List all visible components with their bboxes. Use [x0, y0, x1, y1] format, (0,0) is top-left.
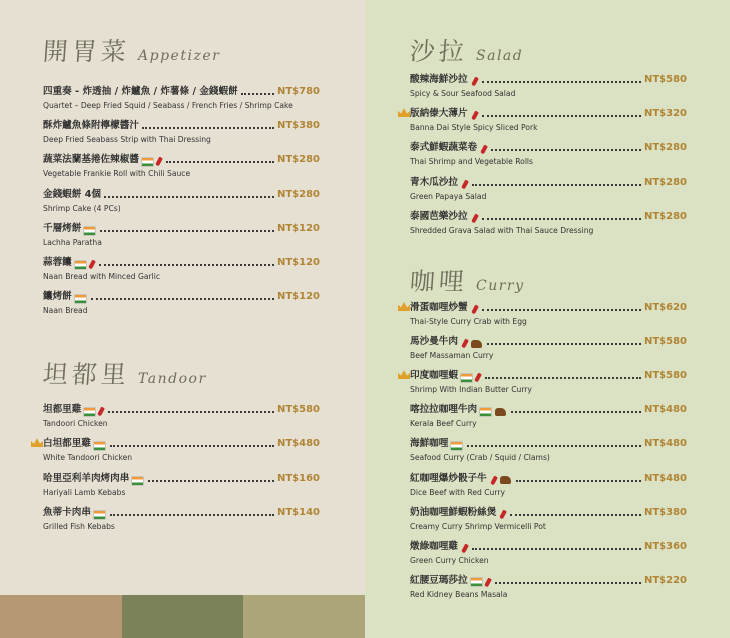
indian-flag-icon [75, 295, 86, 303]
tandoor-title-zh: 坦都里 [41, 360, 131, 389]
menu-item-price: NT$780 [276, 86, 320, 97]
menu-item[interactable] [410, 573, 687, 599]
chili-icon [471, 213, 479, 223]
menu-item-price: NT$160 [276, 472, 320, 484]
menu-item[interactable] [410, 300, 687, 326]
menu-item-line [43, 221, 320, 235]
chili-icon [461, 179, 469, 189]
menu-item-line [43, 84, 320, 98]
menu-item-line [410, 209, 687, 223]
menu-item-name: 泰式鮮蝦蔬菜卷 [410, 142, 478, 154]
appetizer-title-en: Appetizer [138, 48, 221, 64]
chili-icon [471, 111, 479, 121]
menu-item-english: Deep Fried Seabass Strip with Thai Dressing [43, 135, 211, 145]
menu-item-line [410, 175, 687, 189]
dot-leader [142, 127, 274, 129]
menu-item-name: 青木瓜沙拉 [410, 176, 458, 188]
dot-leader [166, 161, 274, 163]
menu-item[interactable] [410, 539, 687, 565]
menu-item[interactable] [43, 471, 320, 497]
menu-item-name: 金錢蝦餅 4個 [43, 188, 101, 200]
menu-item-line [410, 368, 687, 382]
menu-item-name: 哈里亞利羊肉烤肉串 [43, 472, 130, 484]
menu-item-price: NT$280 [643, 176, 687, 188]
menu-item-price: NT$140 [276, 506, 320, 518]
menu-item-name: 酸辣海鮮沙拉 [410, 74, 468, 85]
dot-leader [241, 93, 274, 95]
menu-item-tags [490, 476, 513, 485]
swatch-olive [122, 595, 244, 638]
crown-icon [31, 438, 43, 447]
indian-flag-icon [480, 408, 491, 416]
chili-icon [97, 407, 105, 417]
menu-item[interactable] [43, 402, 320, 428]
dot-leader [110, 514, 274, 516]
menu-item-price: NT$480 [276, 438, 320, 450]
menu-item-tags [461, 180, 469, 189]
indian-flag-icon [84, 227, 95, 235]
dot-leader [482, 218, 641, 220]
dot-leader [104, 196, 274, 198]
menu-item-line [43, 255, 320, 269]
curry-title [410, 262, 525, 298]
beef-icon [495, 408, 506, 416]
menu-item-price: NT$620 [643, 302, 687, 313]
menu-item[interactable] [410, 402, 687, 428]
menu-item-tags [471, 77, 479, 86]
indian-flag-icon [94, 442, 105, 450]
menu-item-price: NT$120 [276, 291, 320, 303]
menu-item-price: NT$360 [643, 540, 687, 552]
menu-item-tags [132, 477, 145, 485]
right-page [365, 0, 730, 638]
menu-item[interactable] [410, 368, 687, 394]
menu-item[interactable] [43, 152, 320, 178]
menu-item-price: NT$580 [643, 336, 687, 348]
dot-leader [148, 480, 274, 482]
dot-leader [100, 230, 274, 232]
menu-item-english: Red Kidney Beans Masala [410, 589, 508, 599]
chili-icon [484, 577, 492, 587]
menu-item-name: 坦都里雞 [43, 404, 82, 415]
menu-item-line [43, 289, 320, 303]
menu-item-line [410, 436, 687, 450]
indian-flag-icon [451, 442, 462, 450]
menu-item-tags [471, 305, 479, 314]
menu-item-tags [480, 145, 488, 154]
menu-item-english: Seafood Curry (Crab / Squid / Clams) [410, 453, 550, 463]
indian-flag-icon [84, 408, 95, 416]
curry-title-en: Curry [476, 278, 525, 294]
color-swatch-bar [0, 595, 365, 638]
dot-leader [495, 582, 641, 584]
menu-item-name: 奶油咖哩鮮蝦粉絲煲 [410, 506, 497, 518]
chili-icon [490, 475, 498, 485]
menu-item-line [43, 187, 320, 201]
menu-item-name: 海鮮咖哩 [410, 438, 449, 450]
menu-item-tags [471, 111, 479, 120]
beef-icon [471, 340, 482, 348]
menu-item-name: 千層烤餅 [43, 222, 82, 234]
menu-item-english: Green Curry Chicken [410, 555, 489, 565]
menu-item-tags [142, 157, 163, 166]
crown-icon [398, 370, 410, 379]
menu-item-price: NT$480 [643, 438, 687, 450]
menu-item[interactable] [410, 72, 687, 98]
menu-item-price: NT$380 [643, 506, 687, 518]
menu-item-name: 版納傣大薄片 [410, 108, 468, 120]
swatch-khaki [243, 595, 365, 638]
menu-item-line [410, 140, 687, 154]
chili-icon [474, 373, 482, 383]
swatch-brown [0, 595, 122, 638]
menu-item-line [410, 72, 687, 86]
menu-item-line [43, 471, 320, 485]
menu-item-name: 蔬菜法蘭基捲佐辣椒醬 [43, 154, 139, 166]
dot-leader [485, 377, 641, 379]
menu-item-line [410, 471, 687, 485]
menu-item-english: Grilled Fish Kebabs [43, 521, 115, 531]
menu-item-price: NT$280 [276, 188, 320, 200]
menu-item[interactable] [43, 289, 320, 315]
tandoor-title-en: Tandoor [138, 371, 207, 387]
menu-item[interactable] [410, 334, 687, 360]
dot-leader [91, 298, 274, 300]
menu-item-tags [499, 510, 507, 519]
menu-item-english: Creamy Curry Shrimp Vermicelli Pot [410, 521, 546, 531]
chili-icon [155, 157, 163, 167]
menu-item[interactable] [43, 84, 320, 110]
menu-item-tags [75, 260, 96, 269]
dot-leader [511, 411, 641, 413]
menu-item-price: NT$120 [276, 222, 320, 234]
menu-item-line [410, 106, 687, 120]
menu-item-name: 四重奏 - 炸透抽 / 炸鱸魚 / 炸薯條 / 金錢蝦餅 [43, 86, 238, 97]
menu-item[interactable] [410, 106, 687, 132]
menu-item-price: NT$280 [643, 142, 687, 154]
menu-item[interactable] [43, 436, 320, 462]
menu-item-line [43, 402, 320, 416]
menu-item-name: 酥炸鱸魚條附檸檬醬汁 [43, 120, 139, 132]
menu-item-tags [84, 227, 97, 235]
menu-item-name: 泰國芭樂沙拉 [410, 210, 468, 222]
menu-item-price: NT$220 [643, 574, 687, 586]
dot-leader [110, 445, 274, 447]
menu-item-name: 滑蛋咖哩炒蟹 [410, 302, 468, 313]
menu-item-line [410, 505, 687, 519]
menu-item-tags [94, 442, 107, 450]
menu-item-line [410, 539, 687, 553]
chili-icon [461, 339, 469, 349]
menu-item-tags [451, 442, 464, 450]
menu-item-name: 饢烤餅 [43, 291, 72, 303]
appetizer-title-zh: 開胃菜 [41, 37, 131, 66]
dot-leader [491, 149, 641, 151]
menu-item-price: NT$280 [643, 210, 687, 222]
menu-item-line [410, 402, 687, 416]
menu-item-tags [461, 339, 484, 348]
menu-item-tags [461, 373, 482, 382]
menu-item[interactable] [43, 255, 320, 281]
indian-flag-icon [94, 511, 105, 519]
menu-item-english: Lachha Paratha [43, 237, 102, 247]
menu-item[interactable] [410, 209, 687, 235]
dot-leader [482, 115, 641, 117]
menu-item-name: 紅腰豆瑪莎拉 [410, 574, 468, 586]
dot-leader [472, 548, 641, 550]
menu-item-line [410, 334, 687, 348]
menu-item-name: 白坦都里雞 [43, 438, 91, 450]
chili-icon [499, 509, 507, 519]
crown-icon [398, 108, 410, 117]
menu-item-name: 紅咖哩爆炒骰子牛 [410, 472, 487, 484]
menu-item-line [410, 300, 687, 314]
menu-item-english: Kerala Beef Curry [410, 419, 477, 429]
menu-item-english: White Tandoori Chicken [43, 453, 133, 463]
dot-leader [482, 81, 641, 83]
indian-flag-icon [142, 158, 153, 166]
indian-flag-icon [471, 578, 482, 586]
menu-item-english: Naan Bread [43, 306, 88, 316]
menu-item[interactable] [410, 505, 687, 531]
indian-flag-icon [75, 261, 86, 269]
menu-item-line [43, 118, 320, 132]
menu-item-price: NT$320 [643, 108, 687, 120]
menu-item-name: 魚蒂卡肉串 [43, 506, 91, 518]
salad-title-en: Salad [476, 48, 524, 64]
menu-item-name: 印度咖哩蝦 [410, 370, 458, 382]
menu-item-tags [84, 407, 105, 416]
menu-item-english: Banna Dai Style Spicy Sliced Pork [410, 123, 538, 133]
indian-flag-icon [132, 477, 143, 485]
menu-item-tags [471, 578, 492, 587]
menu-item-price: NT$280 [276, 154, 320, 166]
menu-item-price: NT$480 [643, 472, 687, 484]
menu-item-tags [461, 544, 469, 553]
menu-item-english: Shrimp With Indian Butter Curry [410, 385, 532, 395]
menu-item-tags [94, 511, 107, 519]
chili-icon [88, 260, 96, 270]
menu-item-english: Quartet – Deep Fried Squid / Seabass / French Fries / Shrimp Cake [43, 101, 293, 110]
menu-item-english: Vegetable Frankie Roll with Chili Sauce [43, 169, 191, 179]
salad-title [410, 32, 523, 68]
dot-leader [99, 264, 274, 266]
menu-item-english: Thai-Style Curry Crab with Egg [410, 317, 527, 326]
menu-item[interactable] [43, 505, 320, 531]
menu-item-tags [480, 408, 508, 416]
dot-leader [510, 514, 641, 516]
dot-leader [487, 343, 641, 345]
dot-leader [108, 411, 274, 413]
menu-item-price: NT$120 [276, 257, 320, 268]
menu-item-english: Shredded Grava Salad with Thai Sauce Dressing [410, 225, 594, 235]
chili-icon [480, 145, 488, 155]
menu-item-english: Shrimp Cake (4 PCs) [43, 203, 121, 213]
menu-item-price: NT$380 [276, 120, 320, 132]
menu-item-price: NT$580 [643, 370, 687, 382]
menu-item-english: Thai Shrimp and Vegetable Rolls [410, 157, 533, 167]
menu-item-name: 喀拉拉咖哩牛肉 [410, 404, 478, 416]
menu-item-tags [471, 214, 479, 223]
menu-item-english: Naan Bread with Minced Garlic [43, 272, 161, 281]
menu-item[interactable] [43, 221, 320, 247]
menu-item[interactable] [410, 175, 687, 201]
dot-leader [467, 445, 641, 447]
crown-icon [398, 302, 410, 311]
beef-icon [500, 476, 511, 484]
tandoor-title [43, 355, 207, 391]
dot-leader [472, 184, 641, 186]
appetizer-title [43, 32, 220, 68]
chili-icon [461, 543, 469, 553]
indian-flag-icon [461, 374, 472, 382]
menu-item-price: NT$580 [643, 74, 687, 85]
menu-item-line [43, 152, 320, 166]
menu-item-english: Hariyali Lamb Kebabs [43, 487, 126, 497]
menu-item[interactable] [43, 187, 320, 213]
menu-item-english: Dice Beef with Red Curry [410, 487, 505, 497]
menu-item-line [43, 436, 320, 450]
menu-item[interactable] [43, 118, 320, 144]
menu-item-price: NT$480 [643, 404, 687, 416]
menu-item-english: Tandoori Chicken [43, 419, 108, 428]
dot-leader [482, 309, 641, 311]
salad-title-zh: 沙拉 [408, 37, 469, 66]
menu-item[interactable] [410, 471, 687, 497]
menu-item-tags [75, 295, 88, 303]
menu-item[interactable] [410, 140, 687, 166]
menu-item-name: 馬沙曼牛肉 [410, 336, 458, 348]
menu-item-price: NT$580 [276, 404, 320, 415]
chili-icon [471, 77, 479, 87]
dot-leader [516, 480, 641, 482]
menu-item[interactable] [410, 436, 687, 462]
menu-item-english: Spicy & Sour Seafood Salad [410, 89, 516, 98]
menu-item-line [43, 505, 320, 519]
menu-item-name: 燉綠咖哩雞 [410, 540, 458, 552]
menu-item-line [410, 573, 687, 587]
curry-title-zh: 咖哩 [408, 267, 469, 296]
menu-item-english: Beef Massaman Curry [410, 351, 494, 361]
menu-item-english: Green Papaya Salad [410, 191, 487, 201]
menu-item-name: 蒜蓉饢 [43, 257, 72, 268]
chili-icon [471, 305, 479, 315]
